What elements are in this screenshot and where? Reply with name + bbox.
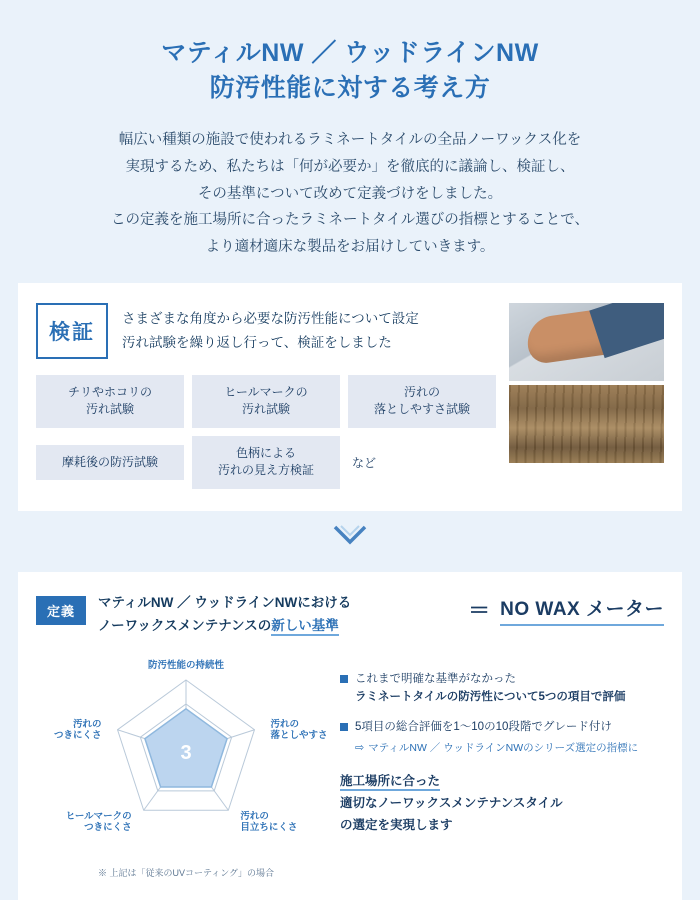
definition-conclusion — [340, 771, 660, 837]
page-title-line2: 防汚性能に対する考え方 — [209, 73, 491, 102]
arrow-container — [0, 525, 700, 550]
nowax-meter-heading — [468, 592, 664, 626]
test-chip-abrasion — [36, 445, 184, 480]
definition-note-1-bold: ラミネートタイルの防汚性について5つの項目で評価 — [355, 690, 626, 703]
definition-card — [18, 572, 682, 900]
svg-text:3: 3 — [180, 741, 192, 764]
nowax-meter-label: NO WAX メーター — [500, 594, 664, 626]
conclusion-line3: の選定を実現します — [340, 818, 453, 833]
radar-caption: ※ 上記は「従来のUVコーティング」の場合 — [97, 867, 275, 878]
definition-text — [98, 592, 456, 638]
page-header — [0, 0, 700, 261]
lead-line-2: 実現するため、私たちは「何が必要か」を徹底的に議論し、検証し、 — [125, 158, 575, 175]
test-chip-etc-label: など — [352, 455, 377, 470]
lead-line-3: その基準について改めて定義づけをしました。 — [197, 185, 503, 202]
svg-text:汚れの目立ちにくさ: 汚れの目立ちにくさ — [240, 810, 298, 833]
test-chip-dust — [36, 375, 184, 428]
test-chip-removability — [348, 375, 496, 428]
verification-badge: 検証 — [36, 303, 108, 359]
definition-note-2-plain: 5項目の総合評価を1〜10の10段階でグレード付け — [355, 721, 612, 734]
definition-text-line2-emphasis: 新しい基準 — [271, 618, 339, 636]
test-chip-heelmark-line1: ヒールマークの — [224, 385, 308, 400]
test-chip-color-visibility-line1: 色柄による — [235, 445, 296, 460]
svg-text:ヒールマークのつきにくさ: ヒールマークのつきにくさ — [65, 810, 132, 833]
test-chip-removability-line1: 汚れの — [403, 385, 440, 400]
definition-text-line2-plain: ノーワックスメンテナンスの — [98, 617, 272, 633]
definition-body — [36, 644, 664, 879]
definition-note-1-plain: これまで明確な基準がなかった — [355, 672, 516, 685]
page-title — [30, 36, 670, 105]
definition-note-2 — [340, 718, 660, 757]
svg-text:防汚性能の持続性: 防汚性能の持続性 — [147, 659, 225, 671]
test-chip-removability-line2: 落としやすさ試験 — [373, 402, 470, 417]
test-chip-heelmark-line2: 汚れ試験 — [241, 402, 290, 417]
svg-text:汚れの落としやすさ: 汚れの落としやすさ — [270, 718, 328, 741]
lead-paragraph — [30, 127, 670, 261]
conclusion-line2: 適切なノーワックスメンテナンスタイル — [340, 796, 563, 811]
lead-line-5: より適材適床な製品をお届けしていきます。 — [205, 239, 495, 256]
test-chip-heelmark — [192, 375, 340, 428]
definition-heading-row — [36, 592, 664, 638]
lead-line-1: 幅広い種類の施設で使われるラミネートタイルの全品ノーワックス化を — [118, 132, 582, 148]
definition-text-line1: マティルNW ／ ウッドラインNWにおける — [98, 594, 352, 610]
definition-note-2-sub — [355, 740, 638, 758]
nowax-radar-chart — [36, 644, 336, 859]
definition-text-line2 — [98, 615, 456, 638]
definition-note-1 — [340, 670, 660, 707]
definition-note-2-sub-text: マティルNW ／ ウッドラインNWのシリーズ選定の指標に — [368, 741, 639, 754]
arrow-right-icon: ⇨ — [355, 741, 365, 754]
bullet-square-icon — [340, 723, 348, 731]
radar-chart-column — [36, 644, 336, 879]
verification-description-line1: さまざまな角度から必要な防汚性能について設定 — [122, 311, 419, 327]
test-chip-dust-line1: チリやホコリの — [67, 385, 152, 400]
verification-description-line2: 汚れ試験を繰り返し行って、検証をしました — [122, 334, 392, 350]
lead-line-4: この定義を施工場所に合ったラミネートタイル選びの指標とすることで、 — [111, 212, 589, 229]
test-chip-color-visibility — [192, 436, 340, 489]
definition-notes-column — [336, 644, 664, 879]
test-chip-dust-line2: 汚れ試験 — [85, 402, 134, 417]
definition-badge: 定義 — [36, 596, 86, 625]
down-chevron-arrow-icon — [333, 525, 367, 545]
test-chip-color-visibility-line2: 汚れの見え方検証 — [217, 463, 314, 478]
conclusion-underlined: 施工場所に合った — [340, 774, 440, 791]
equals-sign: ＝ — [468, 598, 491, 624]
verification-card — [18, 283, 682, 511]
photo-stack — [509, 303, 664, 463]
page-title-line1: マティルNW ／ ウッドラインNW — [161, 39, 539, 67]
wood-grain-tile-photo — [509, 385, 664, 463]
bullet-square-icon — [340, 675, 348, 683]
hand-wiping-tile-photo — [509, 303, 664, 381]
test-chip-abrasion-line1: 摩耗後の防汚試験 — [61, 454, 158, 469]
svg-text:汚れのつきにくさ: 汚れのつきにくさ — [54, 718, 102, 741]
